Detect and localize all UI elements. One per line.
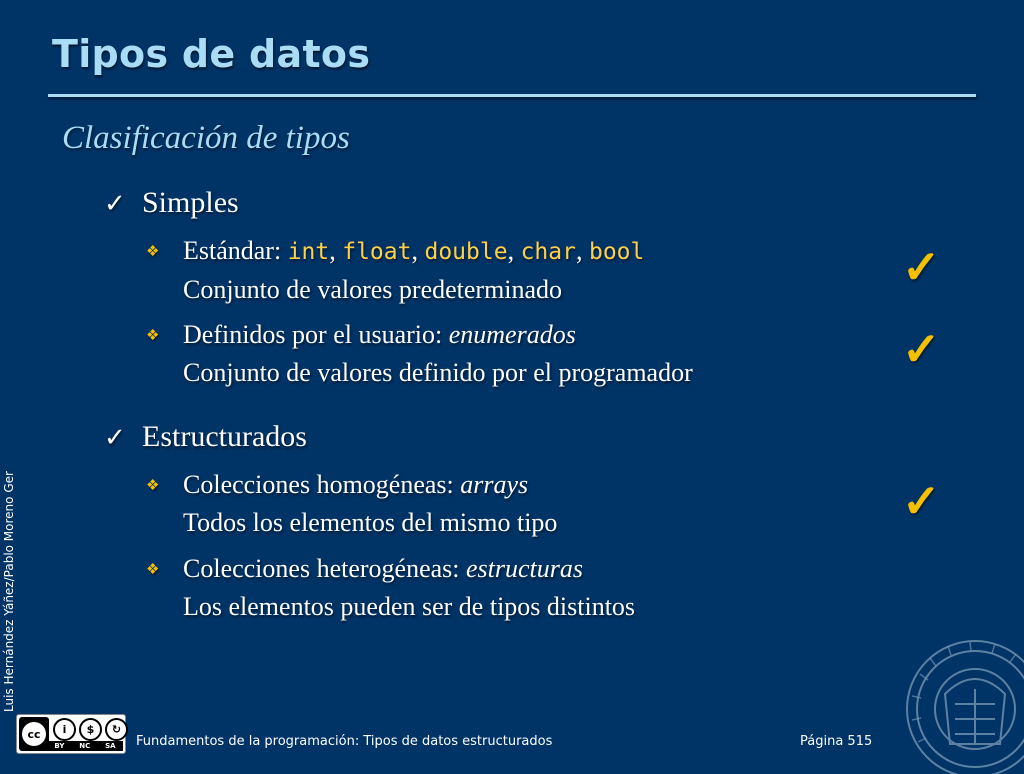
item-heading: [183, 232, 644, 271]
item-lead: Definidos por el usuario:: [183, 320, 449, 349]
checkmark-icon: ✓: [902, 242, 941, 293]
item-detail: Conjunto de valores predeterminado: [183, 275, 563, 304]
item-term: arrays: [460, 470, 529, 499]
license-label: SA: [105, 742, 116, 750]
separator: ,: [411, 236, 425, 265]
separator: ,: [329, 236, 343, 265]
slide-title: Tipos de datos: [52, 32, 371, 76]
checkmark-icon: ✓: [902, 324, 941, 375]
slide-subtitle: Clasificación de tipos: [62, 120, 350, 156]
section-label: Simples: [142, 186, 239, 219]
page-number: Página 515: [800, 734, 873, 749]
diamond-bullet-icon: ❖: [146, 562, 160, 578]
type-name: bool: [588, 239, 645, 265]
item-lead: Estándar:: [183, 236, 288, 265]
author-credit: Luis Hernández Yáñez/Pablo Moreno Ger: [2, 471, 16, 712]
cc-icon: cc: [22, 722, 46, 746]
license-label-bar: [47, 741, 123, 751]
checkmark-icon: ✓: [104, 189, 126, 218]
footer-course: Fundamentos de la programación: Tipos de datos estructurados: [136, 734, 553, 749]
checkmark-icon: ✓: [902, 476, 941, 527]
item-detail: Conjunto de valores definido por el programador: [183, 358, 693, 387]
item-detail: Todos los elementos del mismo tipo: [183, 508, 558, 537]
section-label: Estructurados: [142, 420, 307, 453]
license-label: NC: [79, 742, 91, 750]
person-icon: i: [53, 718, 76, 741]
share-alike-icon: ↻: [105, 718, 128, 741]
item-heading: [183, 466, 557, 504]
checkmark-icon: ✓: [104, 423, 126, 452]
item-lead: Colecciones heterogéneas:: [183, 554, 466, 583]
item-heading: [183, 316, 693, 354]
type-name: int: [287, 239, 330, 265]
type-name: double: [424, 239, 508, 265]
section-estructurados: [104, 420, 307, 454]
type-name: float: [342, 239, 412, 265]
item-heading: [183, 550, 635, 588]
diamond-bullet-icon: ❖: [146, 478, 160, 494]
university-seal-logo: [900, 634, 1024, 774]
section-simples: [104, 186, 239, 220]
license-label: BY: [54, 742, 65, 750]
cc-logo: [19, 717, 49, 751]
separator: ,: [507, 236, 521, 265]
item-term: enumerados: [448, 320, 576, 349]
item-term: estructuras: [466, 554, 583, 583]
no-dollar-icon: $: [79, 718, 102, 741]
separator: ,: [575, 236, 589, 265]
title-underline: [48, 94, 976, 97]
item-lead: Colecciones homogéneas:: [183, 470, 461, 499]
diamond-bullet-icon: ❖: [146, 244, 160, 260]
diamond-bullet-icon: ❖: [146, 328, 160, 344]
type-name: char: [520, 239, 576, 265]
cc-license-badge: [16, 714, 126, 754]
item-detail: Los elementos pueden ser de tipos distintos: [183, 592, 636, 621]
